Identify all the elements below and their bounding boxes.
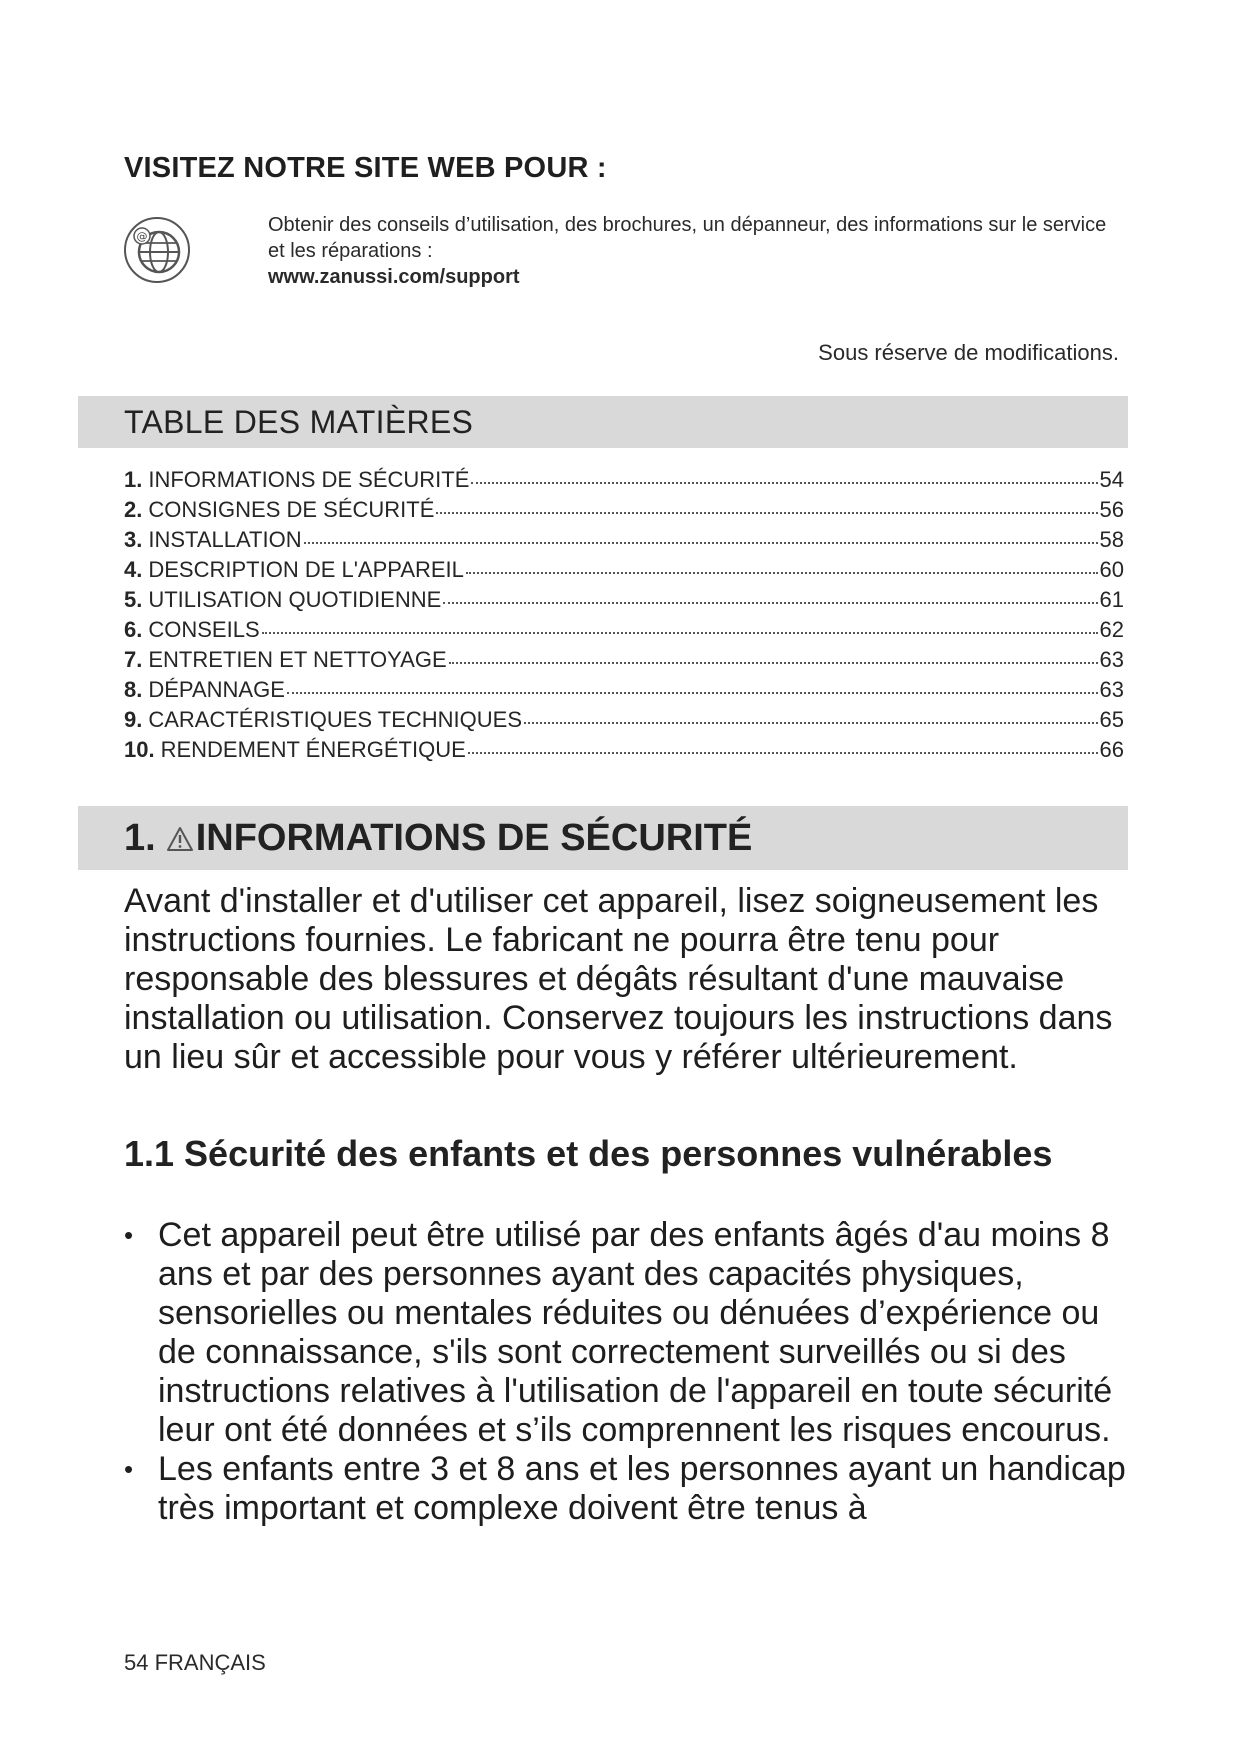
toc-item-label: DESCRIPTION DE L'APPAREIL <box>148 557 464 582</box>
toc-item-label: CONSEILS <box>148 617 260 642</box>
toc-leader <box>443 580 1097 604</box>
bullet-icon: • <box>124 1220 134 1250</box>
list-item <box>124 1216 1134 1450</box>
visit-website-heading: VISITEZ NOTRE SITE WEB POUR : <box>124 152 607 184</box>
child-safety-list <box>124 1216 1134 1528</box>
section-1-heading: INFORMATIONS DE SÉCURITÉ <box>195 817 753 859</box>
support-link[interactable]: www.zanussi.com/support <box>268 266 520 288</box>
table-of-contents <box>124 463 1124 763</box>
toc-item-label: INSTALLATION <box>148 527 302 552</box>
list-item <box>124 1450 1134 1528</box>
toc-title: TABLE DES MATIÈRES <box>124 404 474 440</box>
toc-item-label: INFORMATIONS DE SÉCURITÉ <box>148 467 470 492</box>
toc-item-page: 54 <box>1099 467 1124 492</box>
toc-item-number: 4. <box>124 557 143 582</box>
toc-item[interactable] <box>124 613 1124 643</box>
warning-icon <box>166 825 194 853</box>
list-item-text: Les enfants entre 3 et 8 ans et les personnes ayant un handicap très important et complexe doivent être tenus à <box>158 1450 1126 1527</box>
toc-item-number: 6. <box>124 617 143 642</box>
toc-item-page: 65 <box>1099 707 1124 732</box>
toc-item-label: RENDEMENT ÉNERGÉTIQUE <box>160 737 466 762</box>
globe-at-icon <box>122 215 192 285</box>
toc-leader <box>471 460 1097 484</box>
safety-intro-paragraph: Avant d'installer et d'utiliser cet appareil, lisez soigneusement les instructions fournies. Le fabricant ne pourra être tenu pour responsable des blessures et dégâts résultant d'une mauvaise installation ou utilisation. Conservez toujours les instructions dans un lieu sûr et accessible pour vous y référer ultérieurement. <box>124 882 1113 1076</box>
toc-item-number: 10. <box>124 737 155 762</box>
list-item-text: Cet appareil peut être utilisé par des enfants âgés d'au moins 8 ans et par des personnes ayant des capacités physiques, sensorielles ou mentales réduites ou dénuées d’expérience ou de connaissance, s'ils sont correctement surveillés ou si des instructions relatives à l'utilisation de l'appareil en toute sécurité leur ont été données et s’ils comprennent les risques encourus. <box>158 1216 1113 1449</box>
toc-item-label: ENTRETIEN ET NETTOYAGE <box>148 647 447 672</box>
toc-item-number: 8. <box>124 677 143 702</box>
toc-item-number: 7. <box>124 647 143 672</box>
toc-item-number: 2. <box>124 497 143 522</box>
toc-item-page: 63 <box>1099 677 1124 702</box>
toc-leader <box>287 670 1098 694</box>
toc-item[interactable] <box>124 643 1124 673</box>
toc-leader <box>304 520 1098 544</box>
svg-text:@: @ <box>136 230 148 243</box>
section-1-number: 1. <box>124 817 156 859</box>
toc-item-number: 5. <box>124 587 143 612</box>
toc-leader <box>262 610 1098 634</box>
toc-item-number: 3. <box>124 527 143 552</box>
toc-item[interactable] <box>124 523 1124 553</box>
visit-description <box>268 212 1128 290</box>
toc-leader <box>468 730 1098 754</box>
toc-item-number: 9. <box>124 707 143 732</box>
toc-item-page: 62 <box>1099 617 1124 642</box>
page-footer: 54 FRANÇAIS <box>124 1650 266 1675</box>
section-1-title <box>124 817 752 860</box>
toc-item-page: 58 <box>1099 527 1124 552</box>
toc-item-label: CONSIGNES DE SÉCURITÉ <box>148 497 435 522</box>
toc-item[interactable] <box>124 703 1124 733</box>
visit-text: Obtenir des conseils d’utilisation, des brochures, un dépanneur, des informations sur le service et les réparations : <box>268 214 1107 262</box>
toc-leader <box>436 490 1097 514</box>
toc-item[interactable] <box>124 673 1124 703</box>
toc-item-page: 61 <box>1099 587 1124 612</box>
toc-item-page: 66 <box>1099 737 1124 762</box>
toc-item[interactable] <box>124 463 1124 493</box>
toc-item-label: CARACTÉRISTIQUES TECHNIQUES <box>148 707 523 732</box>
toc-item[interactable] <box>124 553 1124 583</box>
toc-item-label: DÉPANNAGE <box>148 677 285 702</box>
toc-item[interactable] <box>124 583 1124 613</box>
toc-item[interactable] <box>124 733 1124 763</box>
toc-item[interactable] <box>124 493 1124 523</box>
toc-item-label: UTILISATION QUOTIDIENNE <box>148 587 442 612</box>
bullet-icon: • <box>124 1454 134 1484</box>
subsection-1-1-title: 1.1 Sécurité des enfants et des personnes vulnérables <box>124 1133 1053 1174</box>
subject-to-change-note: Sous réserve de modifications. <box>818 340 1119 365</box>
toc-leader <box>524 700 1098 724</box>
toc-item-page: 60 <box>1099 557 1124 582</box>
toc-item-number: 1. <box>124 467 143 492</box>
toc-leader <box>466 550 1098 574</box>
toc-item-page: 63 <box>1099 647 1124 672</box>
toc-item-page: 56 <box>1099 497 1124 522</box>
toc-leader <box>449 640 1098 664</box>
